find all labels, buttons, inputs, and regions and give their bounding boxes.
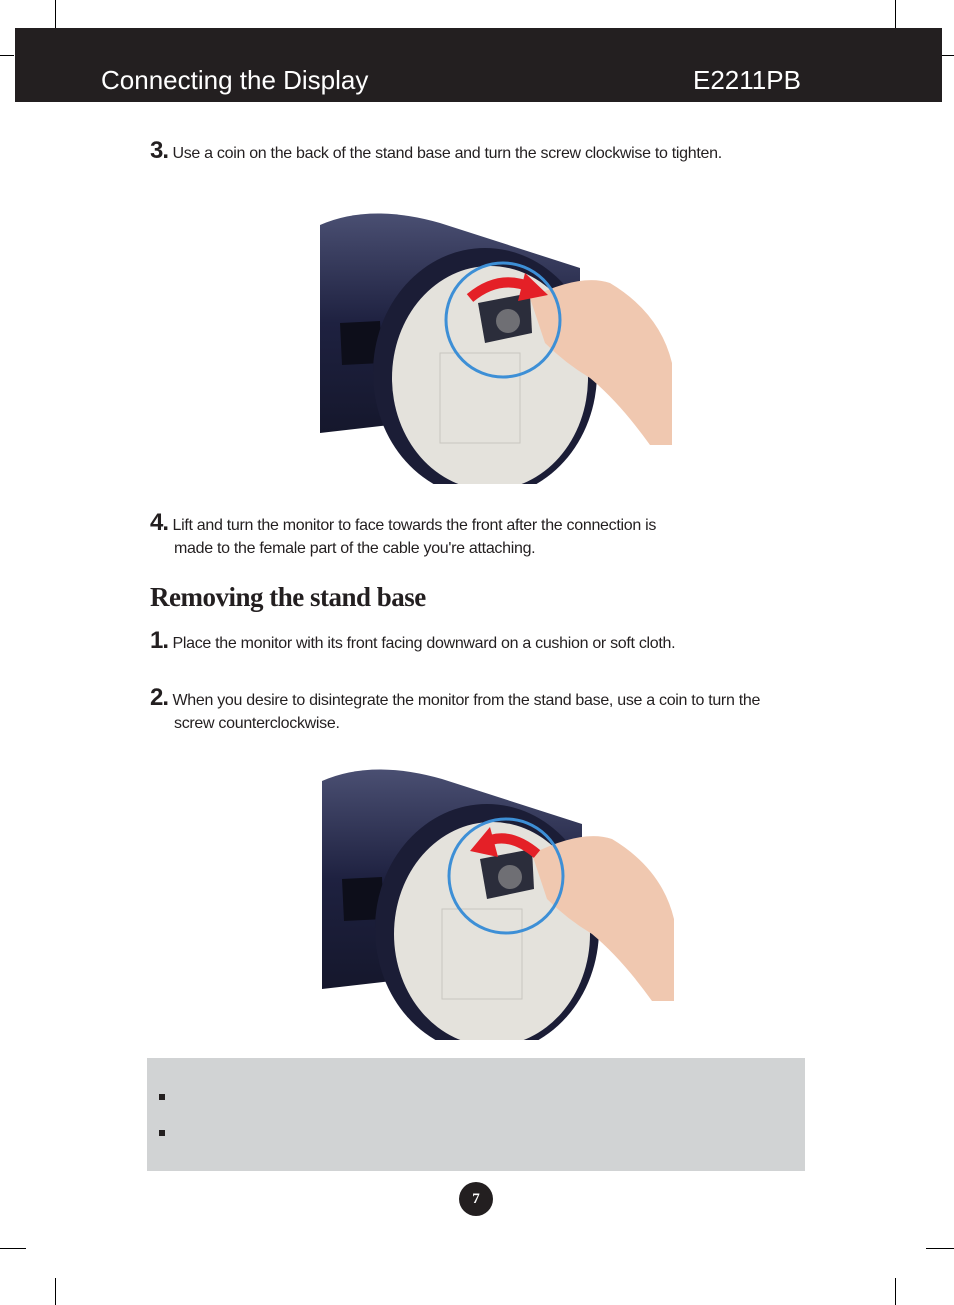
step-text: Lift and turn the monitor to face towards the front after the connection is bbox=[172, 517, 657, 534]
step-text-continuation: made to the female part of the cable you're attaching. bbox=[174, 540, 536, 557]
page-number: 7 bbox=[459, 1182, 493, 1216]
crop-mark bbox=[895, 0, 896, 28]
step-number: 4. bbox=[150, 509, 169, 536]
crop-mark bbox=[926, 1248, 954, 1249]
crop-mark bbox=[55, 1278, 56, 1305]
section-title: Removing the stand base bbox=[150, 582, 426, 612]
step-4 bbox=[150, 511, 810, 560]
step-text: Place the monitor with its front facing downward on a cushion or soft cloth. bbox=[172, 635, 676, 652]
page-title: Connecting the Display bbox=[101, 65, 369, 95]
note-box bbox=[147, 1058, 805, 1171]
step-text: When you desire to disintegrate the monitor from the stand base, use a coin to turn the bbox=[172, 692, 761, 709]
crop-mark bbox=[55, 0, 56, 28]
step-text: Use a coin on the back of the stand base and turn the screw clockwise to tighten. bbox=[172, 145, 722, 162]
step-number: 1. bbox=[150, 627, 169, 654]
step-3 bbox=[150, 139, 810, 165]
loosen-screw-photo bbox=[322, 759, 674, 1040]
step-number: 2. bbox=[150, 684, 169, 711]
crop-mark bbox=[0, 1248, 26, 1249]
bullet-icon bbox=[159, 1130, 165, 1136]
model-number: E2211PB bbox=[693, 65, 801, 95]
removal-step-2 bbox=[150, 686, 805, 735]
tighten-screw-photo bbox=[320, 203, 672, 484]
step-text-continuation: screw counterclockwise. bbox=[174, 715, 340, 732]
step-number: 3. bbox=[150, 137, 169, 164]
crop-mark bbox=[0, 55, 14, 56]
removal-step-1 bbox=[150, 629, 810, 655]
crop-mark bbox=[895, 1278, 896, 1305]
bullet-icon bbox=[159, 1094, 165, 1100]
crop-mark bbox=[940, 55, 954, 56]
